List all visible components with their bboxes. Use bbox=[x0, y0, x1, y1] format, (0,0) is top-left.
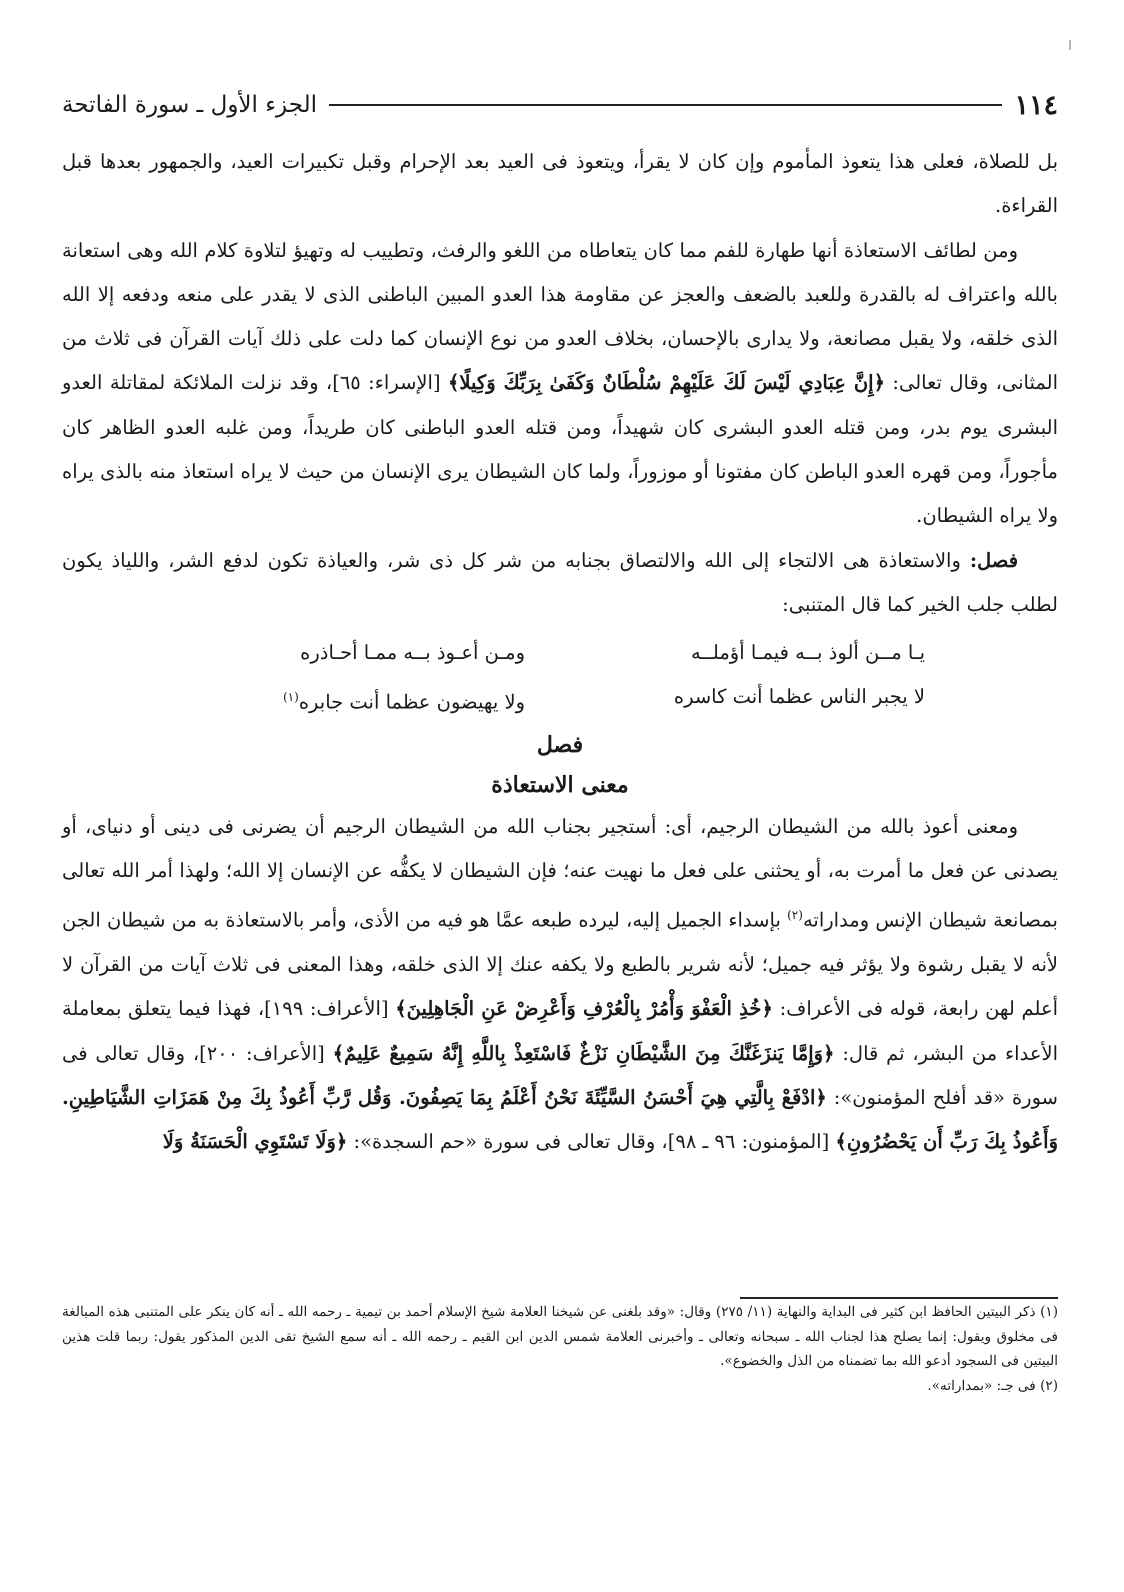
poem bbox=[62, 631, 1058, 725]
footnote-2: (٢) فى جـ: «بمداراته». bbox=[927, 1377, 1058, 1394]
paragraph-4-text-b: بإسداء الجميل إليه، ليرده طبعه عمَّا هو فيه من الأذى، وأمر بالاستعاذة به من شيطان الجن لأنه لا يقبل رشوة ولا يؤثر فيه جميل؛ لأنه شرير بالطبع ولا يكفه عنك إلا الذى خلقه، وهذا المعنى فى ثلاث آيات من القرآن لا أعلم لهن رابعة، قوله فى الأعراف: bbox=[62, 908, 1059, 1021]
paragraph-2-text-b: [الإسراء: ٦٥]، وقد نزلت الملائكة لمقاتلة العدو البشرى يوم بدر، ومن قتله العدو البشرى كان شهيداً، ومن قتله العدو الباطنى كان طريداً، ومن غلبه العدو الظاهر كان مأجوراً، ومن قهره العدو الباطن كان مفتونا أو موزوراً، ولما كان الشيطان يرى الإنسان من حيث لا يراه استعاذ منه بالذى يراه ولا يراه الشيطان. bbox=[62, 371, 1058, 528]
poem-line-2-second-hemistich bbox=[195, 675, 525, 725]
footnotes bbox=[62, 1300, 1058, 1398]
footnote-rule bbox=[740, 1297, 1058, 1299]
poem-line-1 bbox=[62, 631, 1058, 675]
quran-verse-araf-199: ﴿خُذِ الْعَفْوَ وَأْمُرْ بِالْعُرْفِ وَأَعْرِضْ عَنِ الْجَاهِلِينَ﴾ bbox=[395, 997, 773, 1021]
paragraph-4-text-d: [الأعراف: ٢٠٠]، وقال تعالى فى سورة «قد أفلح المؤمنون»: bbox=[62, 1041, 1058, 1110]
quran-verse-isra-65: ﴿إِنَّ عِبَادِي لَيْسَ لَكَ عَلَيْهِمْ سُلْطَانٌ وَكَفَىٰ بِرَبِّكَ وَكِيلًا﴾ bbox=[447, 371, 885, 395]
paragraph-3 bbox=[62, 539, 1058, 628]
quran-verse-muminun-96-98: ﴿ادْفَعْ بِالَّتِي هِيَ أَحْسَنُ السَّيِّئَةَ نَحْنُ أَعْلَمُ بِمَا يَصِفُونَ. وَقُل رَّبِّ أَعُوذُ بِكَ مِنْ هَمَزَاتِ الشَّيَاطِينِ. وَأَعُوذُ بِكَ رَبِّ أَن يَحْضُرُونِ﴾ bbox=[62, 1086, 1058, 1154]
quran-verse-fussilat: ﴿وَلَا تَسْتَوِي الْحَسَنَةُ وَلَا bbox=[162, 1130, 348, 1154]
poem-line-2-second-hemistich-text: ولا يهيضون عظما أنت جابره bbox=[298, 690, 525, 714]
poem-line-2-first-hemistich: لا يجبر الناس عظما أنت كاسره bbox=[673, 685, 925, 709]
section-heading: فصل bbox=[536, 731, 584, 758]
main-text bbox=[62, 140, 1058, 1165]
page-header bbox=[62, 85, 1058, 125]
header-rule bbox=[329, 104, 1002, 106]
poem-line-2 bbox=[62, 675, 1058, 725]
margin-mark bbox=[1069, 40, 1071, 50]
paragraph-1: بل للصلاة، فعلى هذا يتعوذ المأموم وإن كان لا يقرأ، ويتعوذ فى العيد بعد الإحرام وقبل تكبيرات العيد، والجمهور بعدها قبل القراءة. bbox=[62, 150, 1058, 218]
poem-line-1-first-hemistich: يـا مــن ألوذ بــه فيمـا أؤملــه bbox=[691, 641, 925, 665]
paragraph-4-text-c: [الأعراف: ١٩٩]، فهذا فيما يتعلق بمعاملة الأعداء من البشر، ثم قال: bbox=[62, 997, 1059, 1065]
footnote-1: (١) ذكر البيتين الحافظ ابن كثير فى البداية والنهاية (١١/ ٢٧٥) وقال: «وقد بلغنى عن شيخنا العلامة شيخ الإسلام أحمد بن تيمية ـ رحمه الله ـ أنه كان ينكر على المتنبى هذه المبالغة فى مخلوق ويقول: إنما يصلح هذا لجناب الله ـ سبحانه وتعالى ـ وأخبرنى العلامة شمس الدين ابن القيم ـ رحمه الله ـ أنه سمع الشيخ تقى الدين المذكور يقول: ربما قلت هذين البيتين فى السجود أدعو الله بما تضمناه من الذل والخضوع». bbox=[62, 1304, 1058, 1370]
footnote-ref-1: (١) bbox=[282, 690, 299, 705]
paragraph-4-text-a: ومعنى أعوذ بالله من الشيطان الرجيم، أى: أستجير بجناب الله من الشيطان الرجيم أن يضرنى فى دينى أو دنياى، أو يصدنى عن فعل ما أمرت به، أو يحثنى على فعل ما نهيت عنه؛ فإن الشيطان لا يكفُّه عن الإنسان إلا الله؛ ولهذا أمر الله تعالى بمصانعة شيطان الإنس ومداراته bbox=[62, 814, 1058, 932]
section-subheading: معنى الاستعاذة bbox=[491, 771, 629, 798]
poem-line-1-second-hemistich: ومـن أعـوذ بــه ممـا أحـاذره bbox=[300, 641, 525, 665]
paragraph-2 bbox=[62, 229, 1058, 539]
paragraph-2-text-a: ومن لطائف الاستعاذة أنها طهارة للفم مما كان يتعاطاه من اللغو والرفث، وتطييب له وتهيؤ لتلاوة كلام الله وهى استعانة بالله واعتراف له بالقدرة وللعبد بالضعف والعجز عن مقاومة هذا العدو المبين الباطنى الذى لا يقدر على منعه ودفعه إلا الله الذى خلقه، ولا يقبل مصانعة، ولا يدارى بالإحسان، بخلاف العدو من نوع الإنسان كما دلت على ذلك آيات القرآن فى ثلاث من المثانى، وقال تعالى: bbox=[62, 238, 1059, 395]
footnote-ref-2: (٢) bbox=[787, 908, 803, 923]
page-number: ١١٤ bbox=[1014, 89, 1058, 121]
paragraph-4-text-e: [المؤمنون: ٩٦ ـ ٩٨]، وقال تعالى فى سورة «حم السجدة»: bbox=[353, 1130, 830, 1154]
quran-verse-araf-200: ﴿وَإِمَّا يَنزَغَنَّكَ مِنَ الشَّيْطَانِ نَزْغٌ فَاسْتَعِذْ بِاللَّهِ إِنَّهُ سَمِيعٌ عَلِيمٌ﴾ bbox=[332, 1041, 835, 1065]
running-title: الجزء الأول ـ سورة الفاتحة bbox=[62, 92, 317, 118]
paragraph-3-text: والاستعاذة هى الالتجاء إلى الله والالتصاق بجنابه من شر كل ذى شر، والعياذة تكون لدفع الشر، واللياذ يكون لطلب جلب الخير كما قال المتنبى: bbox=[62, 548, 1058, 616]
paragraph-4 bbox=[62, 805, 1058, 1165]
fasl-label: فصل: bbox=[969, 548, 1019, 572]
